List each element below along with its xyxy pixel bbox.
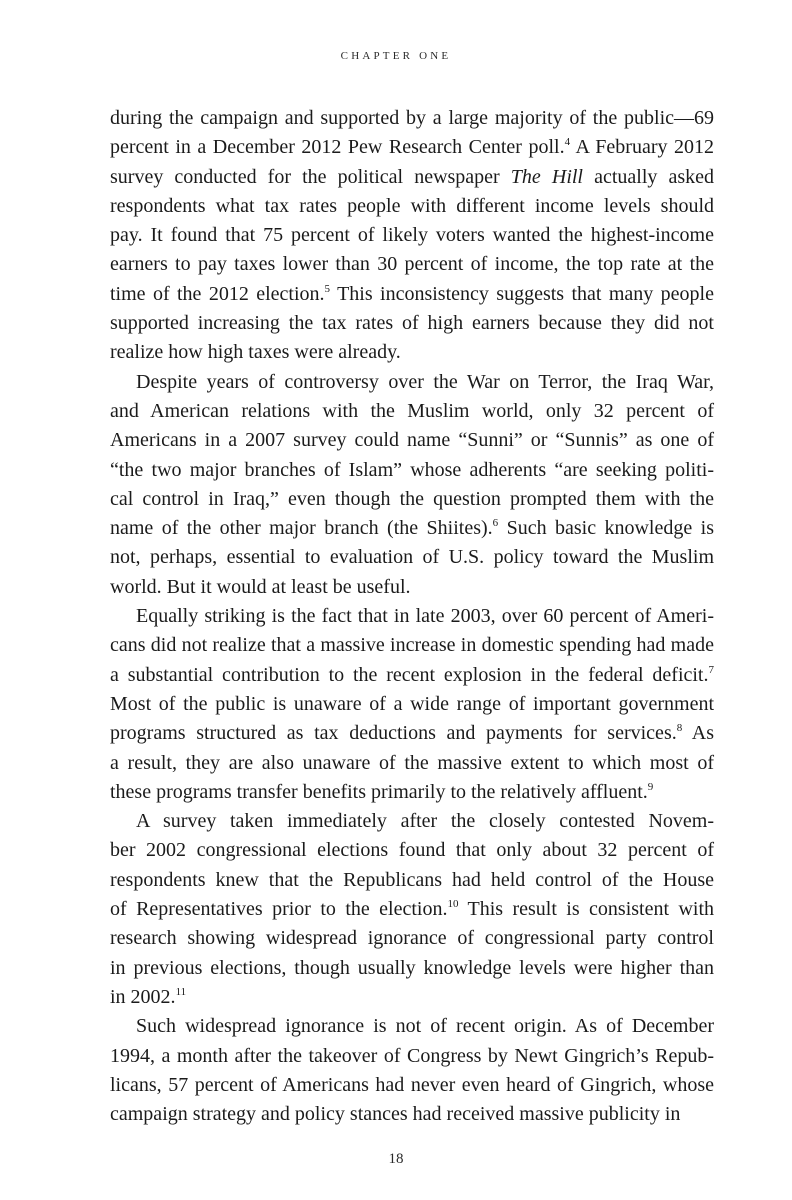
text-line: [110, 1042, 714, 1071]
text-run: in previous elections, though usually knowledge levels were higher than: [110, 956, 714, 979]
text-line: [110, 514, 714, 543]
text-line: [110, 280, 714, 309]
text-run: actually asked: [583, 165, 714, 188]
text-line: [110, 602, 714, 631]
text-line: [110, 133, 714, 162]
text-run: campaign strategy and policy stances had received massive publicity in: [110, 1103, 681, 1126]
text-run: A February 2012: [570, 136, 714, 159]
page-number: 18: [388, 1151, 404, 1167]
text-run: respondents what tax rates people with different income levels should: [110, 194, 714, 217]
text-run: cal control in Iraq,” even though the question prompted them with the: [110, 487, 714, 510]
text-line: [110, 983, 714, 1012]
text-line: [110, 661, 714, 690]
text-line: [110, 719, 714, 748]
text-run: realize how high taxes were already.: [110, 341, 401, 364]
text-line: [110, 954, 714, 983]
text-run: licans, 57 percent of Americans had never even heard of Gingrich, whose: [110, 1073, 714, 1096]
footnote-marker: 4: [564, 136, 571, 149]
text-run: research showing widespread ignorance of congressional party control: [110, 927, 714, 950]
text-run: Most of the public is unaware of a wide range of important government: [110, 692, 714, 715]
text-line: [110, 749, 714, 778]
text-run: Despite years of controversy over the War on Terror, the Iraq War,: [136, 370, 714, 393]
text-line: [110, 163, 714, 192]
text-line: [110, 221, 714, 250]
body-text: [110, 104, 714, 1129]
text-line: [110, 690, 714, 719]
text-run: This result is consistent with: [458, 898, 715, 921]
text-run: “the two major branches of Islam” whose adherents “are seeking politi-: [110, 458, 714, 481]
footnote-marker: 10: [447, 898, 459, 911]
italic-title: The Hill: [510, 165, 583, 188]
text-run: Such basic knowledge is: [498, 517, 714, 540]
text-line: [110, 338, 714, 367]
text-run: in 2002.: [110, 985, 176, 1008]
text-run: supported increasing the tax rates of high earners because they did not: [110, 312, 714, 335]
text-run: time of the 2012 election.: [110, 282, 325, 305]
text-run: of Representatives prior to the election.: [110, 898, 448, 921]
text-run: Americans in a 2007 survey could name “Sunni” or “Sunnis” as one of: [110, 429, 714, 452]
text-run: 1994, a month after the takeover of Congress by Newt Gingrich’s Repub-: [110, 1044, 714, 1067]
footnote-marker: 11: [175, 985, 187, 998]
text-run: respondents knew that the Republicans had held control of the House: [110, 868, 714, 891]
footnote-marker: 5: [324, 282, 331, 295]
footnote-marker: 6: [492, 517, 499, 530]
text-line: [110, 485, 714, 514]
paragraph: [110, 1012, 714, 1129]
text-run: Such widespread ignorance is not of recent origin. As of December: [136, 1015, 714, 1038]
text-run: ber 2002 congressional elections found that only about 32 percent of: [110, 839, 714, 862]
paragraph: [110, 368, 714, 602]
text-line: [110, 924, 714, 953]
text-run: not, perhaps, essential to evaluation of U.S. policy toward the Muslim: [110, 546, 714, 569]
paragraph: [110, 602, 714, 807]
footnote-marker: 8: [676, 722, 683, 735]
text-run: Equally striking is the fact that in late 2003, over 60 percent of Ameri-: [136, 605, 714, 628]
text-line: [110, 456, 714, 485]
text-run: these programs transfer benefits primarily to the relatively affluent.: [110, 780, 648, 803]
text-line: [110, 807, 714, 836]
text-line: [110, 192, 714, 221]
text-line: [110, 895, 714, 924]
text-line: [110, 836, 714, 865]
text-run: survey conducted for the political newspaper: [110, 165, 511, 188]
text-line: [110, 368, 714, 397]
text-line: [110, 426, 714, 455]
text-line: [110, 1100, 714, 1129]
paragraph: [110, 807, 714, 1012]
text-line: [110, 397, 714, 426]
text-line: [110, 573, 714, 602]
text-run: world. But it would at least be useful.: [110, 575, 411, 598]
text-line: [110, 543, 714, 572]
text-run: percent in a December 2012 Pew Research Center poll.: [110, 136, 565, 159]
text-line: [110, 1012, 714, 1041]
footnote-marker: 7: [708, 663, 714, 676]
text-run: A survey taken immediately after the closely contested Novem-: [136, 810, 714, 833]
text-line: [110, 104, 714, 133]
text-line: [110, 1071, 714, 1100]
text-run: and American relations with the Muslim world, only 32 percent of: [110, 399, 714, 422]
footnote-marker: 9: [647, 780, 654, 793]
text-line: [110, 631, 714, 660]
text-run: a substantial contribution to the recent explosion in the federal deficit.: [110, 663, 709, 686]
text-run: cans did not realize that a massive increase in domestic spending had made: [110, 634, 714, 657]
text-line: [110, 778, 714, 807]
running-head: CHAPTER ONE: [340, 50, 452, 62]
text-run: programs structured as tax deductions and payments for services.: [110, 722, 677, 745]
text-line: [110, 250, 714, 279]
paragraph: [110, 104, 714, 368]
text-run: during the campaign and supported by a large majority of the public—69: [110, 107, 714, 129]
text-run: This inconsistency suggests that many people: [330, 282, 714, 305]
text-run: earners to pay taxes lower than 30 percent of income, the top rate at the: [110, 253, 714, 276]
text-run: name of the other major branch (the Shiites).: [110, 517, 493, 540]
text-run: a result, they are also unaware of the massive extent to which most of: [110, 751, 714, 774]
text-line: [110, 866, 714, 895]
text-line: [110, 309, 714, 338]
text-run: pay. It found that 75 percent of likely voters wanted the highest-income: [110, 224, 714, 247]
text-run: As: [682, 722, 715, 745]
